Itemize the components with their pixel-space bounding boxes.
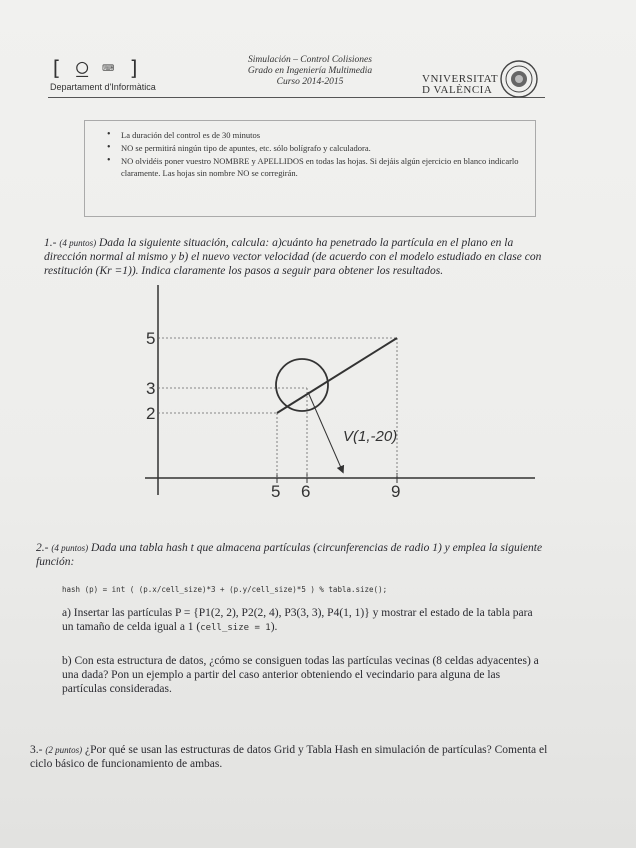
university-seal-icon — [499, 59, 539, 99]
instructions-box — [84, 120, 536, 217]
instruction-item: • La duración del control es de 30 minutos — [121, 129, 525, 141]
collision-diagram — [140, 280, 540, 500]
question-2-points: (4 puntos) — [51, 543, 89, 553]
question-3-text: ¿Por qué se usan las estructuras de datos Grid y Tabla Hash en simulación de partículas? Comenta el ciclo básico de funcionamiento de ambas. — [30, 744, 548, 770]
question-3-number: 3.- — [30, 744, 43, 756]
x-tick-label: 9 — [391, 482, 401, 500]
department-name: Departament d'Informàtica — [50, 82, 156, 92]
question-2 — [36, 541, 561, 569]
university-name: VNIVERSITAT D VALÈNCIA — [422, 73, 499, 96]
question-2-number: 2.- — [36, 542, 49, 554]
y-tick-label: 2 — [146, 404, 156, 423]
y-tick-label: 3 — [146, 379, 156, 398]
question-1 — [44, 236, 559, 278]
department-logo: [ ⍜ ⌨ ] — [50, 56, 142, 80]
question-1-number: 1.- — [44, 237, 57, 249]
course-header — [200, 55, 420, 88]
question-2-text: Dada una tabla hash t que almacena partículas (circunferencias de radio 1) y emplea la siguiente función: — [36, 542, 543, 568]
course-degree: Grado en Ingeniería Multimedia — [247, 66, 373, 76]
question-3-points: (2 puntos) — [45, 745, 83, 755]
question-2-part-a: a) Insertar las partículas P = {P1(2, 2), P2(2, 4), P3(3, 3), P4(1, 1)} y mostrar el estado de la tabla para un tamaño de celda igual a 1 (cell_size = 1). — [62, 607, 533, 633]
header-divider — [48, 97, 545, 98]
question-2-part-b: b) Con esta estructura de datos, ¿cómo se consiguen todas las partículas vecinas (8 celdas adyacentes) a una dada? Pon un ejemplo a partir del caso anterior obteniendo el vecindario para alguna de las partículas consideradas. — [62, 655, 539, 695]
cell-size-code: cell_size = 1 — [200, 623, 271, 633]
instruction-item: • NO se permitirá ningún tipo de apuntes, etc. sólo bolígrafo y calculadora. — [121, 142, 525, 154]
collision-plane — [277, 338, 397, 413]
course-year: Curso 2014-2015 — [276, 77, 344, 87]
y-tick-label: 5 — [146, 329, 156, 348]
question-1-text: Dada la siguiente situación, calcula: a)cuánto ha penetrado la partícula en el plano en la dirección normal al mismo y b) el nuevo vector velocidad (de acuerdo con el modelo estudiado en clase con restitución (Kr =1)). Indica claramente los pasos a seguir para obtener los resultados. — [44, 237, 542, 277]
instruction-item: • NO olvidéis poner vuestro NOMBRE y APELLIDOS en todas las hojas. Si dejáis algún ejercicio en blanco indicarlo claramente. Las hojas sin nombre NO se corregirán. — [121, 155, 525, 179]
question-3 — [30, 743, 550, 771]
hash-function-code: hash (p) = int ( (p.x/cell_size)*3 + (p.y/cell_size)*5 ) % tabla.size(); — [62, 585, 388, 594]
velocity-vector — [308, 392, 342, 470]
x-tick-label: 6 — [301, 482, 311, 500]
course-title: Simulación – Control Colisiones — [248, 55, 372, 65]
velocity-label: V(1,-20) — [343, 428, 398, 445]
question-1-points: (4 puntos) — [59, 238, 97, 248]
x-tick-label: 5 — [271, 482, 281, 500]
